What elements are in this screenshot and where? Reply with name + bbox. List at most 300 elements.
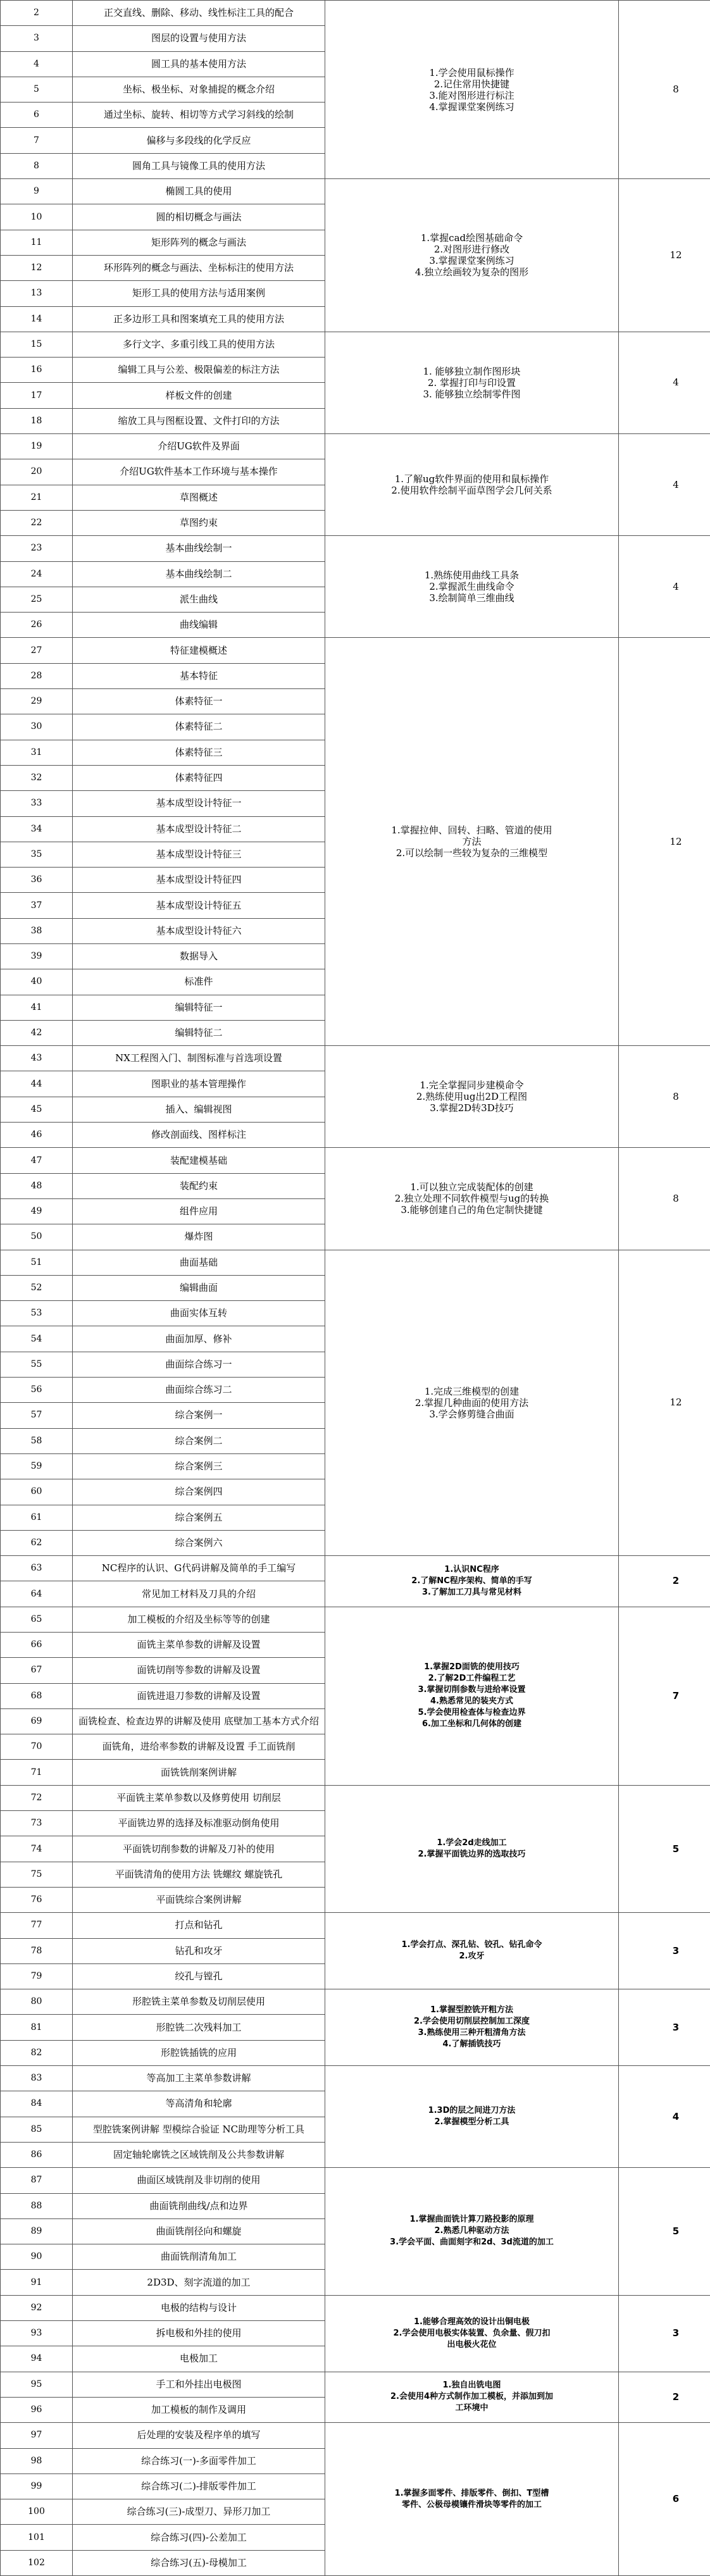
goal-line: 2.熟练使用ug出2D工程图 xyxy=(328,1091,616,1102)
learning-goals xyxy=(325,1,619,179)
lesson-number: 62 xyxy=(1,1530,73,1555)
lesson-topic: 曲面综合练习一 xyxy=(73,1352,325,1377)
table-row xyxy=(1,2295,710,2320)
lesson-number: 66 xyxy=(1,1633,73,1658)
lesson-topic: 曲面基础 xyxy=(73,1250,325,1275)
goal-line: 1.学会打点、深孔钻、铰孔、钻孔命令 xyxy=(328,1939,616,1951)
learning-goals xyxy=(325,179,619,332)
lesson-topic: 基本成型设计特征三 xyxy=(73,842,325,867)
lesson-number: 27 xyxy=(1,638,73,663)
lesson-topic: 面铣铣削案例讲解 xyxy=(73,1760,325,1785)
lesson-topic: 介绍UG软件基本工作环境与基本操作 xyxy=(73,459,325,485)
lesson-topic: 草图约束 xyxy=(73,510,325,535)
lesson-number: 59 xyxy=(1,1453,73,1479)
goal-line: 3.掌握2D转3D技巧 xyxy=(328,1102,616,1114)
goal-line: 2.使用软件绘制平面草图学会几何关系 xyxy=(328,485,616,496)
goal-line: 1.掌握2D面铣的使用技巧 xyxy=(328,1662,616,1673)
lesson-number: 76 xyxy=(1,1887,73,1912)
goal-line: 3.熟练使用三种开粗清角方法 xyxy=(328,2027,616,2039)
lesson-topic: 样板文件的创建 xyxy=(73,383,325,408)
learning-goals xyxy=(325,1250,619,1556)
lesson-number: 46 xyxy=(1,1123,73,1148)
lesson-topic: 体素特征三 xyxy=(73,740,325,765)
lesson-topic: 综合练习(一)-多面零件加工 xyxy=(73,2448,325,2473)
lesson-topic: 派生曲线 xyxy=(73,587,325,612)
table-row xyxy=(1,332,710,357)
lesson-topic: 形腔铣二次残料加工 xyxy=(73,2015,325,2040)
lesson-number: 78 xyxy=(1,1938,73,1963)
lesson-number: 85 xyxy=(1,2117,73,2142)
lesson-topic: 组件应用 xyxy=(73,1198,325,1224)
lesson-topic: 等高清角和轮廓 xyxy=(73,2091,325,2117)
goal-line: 1.熟练使用曲线工具条 xyxy=(328,569,616,581)
lesson-number: 90 xyxy=(1,2244,73,2270)
lesson-number: 29 xyxy=(1,689,73,714)
class-hours: 4 xyxy=(619,536,710,638)
learning-goals xyxy=(325,1556,619,1607)
goal-line: 3. 能够独立绘制零件图 xyxy=(328,389,616,400)
lesson-topic: 综合练习(三)-成型刀、异形刀加工 xyxy=(73,2499,325,2525)
lesson-topic: 固定轴轮廓铣之区域铣削及公共参数讲解 xyxy=(73,2142,325,2167)
learning-goals xyxy=(325,638,619,1046)
goal-line: 6.加工坐标和几何体的创建 xyxy=(328,1719,616,1730)
goal-line: 2.独立处理不同软件模型与ug的转换 xyxy=(328,1193,616,1204)
lesson-topic: 通过坐标、旋转、相切等方式学习斜线的绘制 xyxy=(73,103,325,128)
lesson-number: 37 xyxy=(1,893,73,918)
lesson-topic: 坐标、极坐标、对象捕捉的概念介绍 xyxy=(73,77,325,102)
lesson-number: 80 xyxy=(1,1989,73,2015)
lesson-topic: 基本曲线绘制二 xyxy=(73,561,325,587)
goal-line: 出电极火花位 xyxy=(328,2339,616,2351)
lesson-number: 69 xyxy=(1,1708,73,1734)
lesson-topic: 面铣切削等参数的讲解及设置 xyxy=(73,1658,325,1683)
lesson-topic: 钻孔和攻牙 xyxy=(73,1938,325,1963)
lesson-number: 38 xyxy=(1,918,73,943)
table-row xyxy=(1,536,710,561)
lesson-number: 11 xyxy=(1,230,73,255)
learning-goals xyxy=(325,536,619,638)
lesson-number: 35 xyxy=(1,842,73,867)
goal-line: 3.学会修剪缝合曲面 xyxy=(328,1409,616,1420)
class-hours: 12 xyxy=(619,1250,710,1556)
lesson-number: 102 xyxy=(1,2550,73,2575)
lesson-number: 64 xyxy=(1,1581,73,1607)
lesson-topic: 曲面铣削曲线/点和边界 xyxy=(73,2193,325,2218)
lesson-topic: 曲线编辑 xyxy=(73,613,325,638)
lesson-number: 2 xyxy=(1,1,73,26)
class-hours: 6 xyxy=(619,2423,710,2576)
lesson-number: 32 xyxy=(1,765,73,790)
goal-line: 1.独自出铣电图 xyxy=(328,2380,616,2391)
table-body xyxy=(1,1,710,2576)
goal-line: 1.掌握型腔铣开粗方法 xyxy=(328,2005,616,2016)
lesson-number: 23 xyxy=(1,536,73,561)
lesson-topic: 形腔铣主菜单参数及切削层使用 xyxy=(73,1989,325,2015)
learning-goals xyxy=(325,1607,619,1785)
goal-line: 1.3D的层之间进刀方法 xyxy=(328,2105,616,2117)
table-row xyxy=(1,1046,710,1071)
lesson-number: 68 xyxy=(1,1683,73,1708)
lesson-number: 87 xyxy=(1,2168,73,2193)
goal-line: 3.能对图形进行标注 xyxy=(328,90,616,101)
lesson-number: 74 xyxy=(1,1836,73,1862)
goal-line: 3.掌握切削参数与进给率设置 xyxy=(328,1684,616,1696)
lesson-number: 56 xyxy=(1,1378,73,1403)
lesson-topic: 圆工具的基本使用方法 xyxy=(73,51,325,77)
lesson-number: 28 xyxy=(1,663,73,688)
lesson-number: 39 xyxy=(1,943,73,969)
goal-line: 2.可以绘制一些较为复杂的三维模型 xyxy=(328,847,616,859)
lesson-number: 67 xyxy=(1,1658,73,1683)
lesson-number: 14 xyxy=(1,306,73,332)
lesson-number: 96 xyxy=(1,2397,73,2422)
table-row xyxy=(1,2168,710,2193)
lesson-topic: 平面铣边界的选择及标准驱动倒角使用 xyxy=(73,1811,325,1836)
lesson-number: 12 xyxy=(1,255,73,280)
lesson-number: 9 xyxy=(1,179,73,204)
lesson-topic: 编辑曲面 xyxy=(73,1275,325,1300)
goal-line: 1. 能够独立制作图形块 xyxy=(328,366,616,377)
table-row xyxy=(1,2066,710,2091)
lesson-topic: 面铣角，进给率参数的讲解及设置 手工面铣削 xyxy=(73,1734,325,1760)
lesson-number: 99 xyxy=(1,2473,73,2499)
class-hours: 12 xyxy=(619,179,710,332)
class-hours: 4 xyxy=(619,332,710,433)
class-hours: 7 xyxy=(619,1607,710,1785)
lesson-number: 57 xyxy=(1,1403,73,1428)
lesson-topic: 打点和钻孔 xyxy=(73,1913,325,1938)
goal-line: 1.能够合理高效的设计出铜电极 xyxy=(328,2317,616,2328)
goal-line: 2.掌握几种曲面的使用方法 xyxy=(328,1397,616,1409)
lesson-topic: 曲面铣削径向和螺旋 xyxy=(73,2218,325,2244)
lesson-topic: 矩形工具的使用方法与适用案例 xyxy=(73,281,325,306)
lesson-number: 95 xyxy=(1,2372,73,2397)
goal-line: 2.掌握模型分析工具 xyxy=(328,2117,616,2128)
goal-line: 3.掌握课堂案例练习 xyxy=(328,255,616,266)
lesson-number: 15 xyxy=(1,332,73,357)
goal-line: 1.完全掌握同步建模命令 xyxy=(328,1080,616,1091)
lesson-number: 63 xyxy=(1,1556,73,1581)
goal-line: 零件、公极母模镶件滑块等零件的加工 xyxy=(328,2499,616,2511)
lesson-topic: 草图概述 xyxy=(73,485,325,510)
lesson-topic: 综合案例三 xyxy=(73,1453,325,1479)
class-hours: 5 xyxy=(619,1785,710,1912)
lesson-topic: 多行文字、多重引线工具的使用方法 xyxy=(73,332,325,357)
learning-goals xyxy=(325,1046,619,1148)
lesson-number: 86 xyxy=(1,2142,73,2167)
lesson-number: 31 xyxy=(1,740,73,765)
lesson-topic: 综合案例二 xyxy=(73,1428,325,1453)
goal-line: 5.学会使用检查体与检查边界 xyxy=(328,1707,616,1719)
table-row xyxy=(1,179,710,204)
class-hours: 3 xyxy=(619,2295,710,2372)
lesson-topic: NC程序的认识、G代码讲解及简单的手工编写 xyxy=(73,1556,325,1581)
lesson-topic: 综合案例一 xyxy=(73,1403,325,1428)
lesson-number: 45 xyxy=(1,1097,73,1122)
lesson-topic: 正多边形工具和图案填充工具的使用方法 xyxy=(73,306,325,332)
lesson-number: 16 xyxy=(1,358,73,383)
lesson-number: 65 xyxy=(1,1607,73,1632)
lesson-topic: 装配约束 xyxy=(73,1173,325,1198)
goal-line: 2.记住常用快捷键 xyxy=(328,78,616,90)
lesson-number: 55 xyxy=(1,1352,73,1377)
lesson-topic: 修改剖面线、图样标注 xyxy=(73,1123,325,1148)
lesson-number: 94 xyxy=(1,2346,73,2372)
goal-line: 1.掌握曲面铣计算刀路投影的原理 xyxy=(328,2214,616,2225)
lesson-topic: 拆电极和外挂的使用 xyxy=(73,2321,325,2346)
table-row xyxy=(1,1,710,26)
lesson-number: 71 xyxy=(1,1760,73,1785)
learning-goals xyxy=(325,2372,619,2423)
lesson-number: 22 xyxy=(1,510,73,535)
lesson-number: 17 xyxy=(1,383,73,408)
goal-line: 4.掌握课堂案例练习 xyxy=(328,101,616,113)
lesson-number: 83 xyxy=(1,2066,73,2091)
lesson-topic: 椭圆工具的使用 xyxy=(73,179,325,204)
lesson-number: 21 xyxy=(1,485,73,510)
lesson-number: 101 xyxy=(1,2525,73,2550)
lesson-topic: 平面铣综合案例讲解 xyxy=(73,1887,325,1912)
goal-line: 3.能够创建自己的角色定制快捷键 xyxy=(328,1204,616,1216)
learning-goals xyxy=(325,332,619,433)
class-hours: 3 xyxy=(619,1913,710,1989)
lesson-topic: 等高加工主菜单参数讲解 xyxy=(73,2066,325,2091)
learning-goals xyxy=(325,2066,619,2168)
goal-line: 2.对图形进行修改 xyxy=(328,244,616,255)
lesson-number: 36 xyxy=(1,868,73,893)
lesson-number: 73 xyxy=(1,1811,73,1836)
lesson-number: 91 xyxy=(1,2270,73,2295)
lesson-topic: 绞孔与镗孔 xyxy=(73,1963,325,1989)
lesson-topic: 编辑特征一 xyxy=(73,995,325,1020)
lesson-number: 43 xyxy=(1,1046,73,1071)
lesson-topic: 曲面综合练习二 xyxy=(73,1378,325,1403)
lesson-topic: 缩放工具与图框设置、文件打印的方法 xyxy=(73,408,325,433)
lesson-number: 72 xyxy=(1,1785,73,1810)
table-row xyxy=(1,2372,710,2397)
lesson-number: 51 xyxy=(1,1250,73,1275)
lesson-number: 42 xyxy=(1,1020,73,1045)
goal-line: 1.学会使用鼠标操作 xyxy=(328,67,616,78)
learning-goals xyxy=(325,1913,619,1989)
lesson-topic: 综合练习(四)-公差加工 xyxy=(73,2525,325,2550)
lesson-topic: 圆角工具与镜像工具的使用方法 xyxy=(73,153,325,178)
class-hours: 8 xyxy=(619,1,710,179)
lesson-topic: 型腔铣案例讲解 型模综合验证 NC助理等分析工具 xyxy=(73,2117,325,2142)
class-hours: 5 xyxy=(619,2168,710,2295)
goal-line: 2.学会使用切削层控制加工深度 xyxy=(328,2016,616,2027)
goal-line: 2.掌握派生曲线命令 xyxy=(328,581,616,592)
lesson-topic: 综合案例六 xyxy=(73,1530,325,1555)
lesson-topic: 插入、编辑视图 xyxy=(73,1097,325,1122)
lesson-topic: 介绍UG软件及界面 xyxy=(73,434,325,459)
lesson-number: 41 xyxy=(1,995,73,1020)
goal-line: 2.会使用4种方式制作加工模板，并添加到加 xyxy=(328,2391,616,2403)
lesson-number: 18 xyxy=(1,408,73,433)
goal-line: 2. 掌握打印与印设置 xyxy=(328,377,616,389)
class-hours: 3 xyxy=(619,1989,710,2066)
learning-goals xyxy=(325,2168,619,2295)
lesson-number: 24 xyxy=(1,561,73,587)
lesson-topic: 体素特征四 xyxy=(73,765,325,790)
goal-line: 2.学会使用电极实体装置、负余量、假刀扣 xyxy=(328,2328,616,2339)
lesson-topic: 偏移与多段线的化学反应 xyxy=(73,128,325,153)
lesson-topic: 综合练习(二)-排版零件加工 xyxy=(73,2473,325,2499)
lesson-number: 77 xyxy=(1,1913,73,1938)
lesson-number: 60 xyxy=(1,1479,73,1505)
lesson-number: 4 xyxy=(1,51,73,77)
class-hours: 4 xyxy=(619,434,710,536)
lesson-topic: 曲面实体互转 xyxy=(73,1301,325,1326)
lesson-topic: 面铣主菜单参数的讲解及设置 xyxy=(73,1633,325,1658)
table-row xyxy=(1,1556,710,1581)
lesson-topic: 爆炸图 xyxy=(73,1224,325,1250)
lesson-number: 40 xyxy=(1,969,73,995)
lesson-topic: 曲面铣削清角加工 xyxy=(73,2244,325,2270)
lesson-number: 48 xyxy=(1,1173,73,1198)
class-hours: 4 xyxy=(619,2066,710,2168)
lesson-number: 79 xyxy=(1,1963,73,1989)
lesson-number: 30 xyxy=(1,714,73,740)
lesson-topic: 形腔铣插铣的应用 xyxy=(73,2040,325,2065)
lesson-number: 10 xyxy=(1,204,73,230)
learning-goals xyxy=(325,1148,619,1250)
lesson-number: 98 xyxy=(1,2448,73,2473)
lesson-topic: 综合练习(五)-母模加工 xyxy=(73,2550,325,2575)
lesson-topic: 矩形阵列的概念与画法 xyxy=(73,230,325,255)
table-row xyxy=(1,1913,710,1938)
lesson-topic: 基本成型设计特征六 xyxy=(73,918,325,943)
lesson-topic: 标准件 xyxy=(73,969,325,995)
lesson-topic: 特征建模概述 xyxy=(73,638,325,663)
learning-goals xyxy=(325,1989,619,2066)
lesson-topic: 基本成型设计特征二 xyxy=(73,816,325,842)
lesson-number: 82 xyxy=(1,2040,73,2065)
lesson-topic: 基本曲线绘制一 xyxy=(73,536,325,561)
lesson-topic: 基本成型设计特征一 xyxy=(73,791,325,816)
lesson-topic: 手工和外挂出电极图 xyxy=(73,2372,325,2397)
lesson-topic: 体素特征一 xyxy=(73,689,325,714)
lesson-topic: 基本成型设计特征五 xyxy=(73,893,325,918)
goal-line: 3.绘制简单三维曲线 xyxy=(328,592,616,604)
lesson-topic: 面铣检查、检查边界的讲解及使用 底壁加工基本方式介绍 xyxy=(73,1708,325,1734)
goal-line: 1.了解ug软件界面的使用和鼠标操作 xyxy=(328,473,616,485)
lesson-number: 5 xyxy=(1,77,73,102)
goal-line: 2.了解NC程序架构、简单的手写 xyxy=(328,1576,616,1587)
lesson-number: 50 xyxy=(1,1224,73,1250)
goal-line: 4.了解插铣技巧 xyxy=(328,2039,616,2050)
goal-line: 1.掌握多面零件、排版零件、倒扣、T型槽 xyxy=(328,2488,616,2499)
lesson-topic: 环形阵列的概念与画法、坐标标注的使用方法 xyxy=(73,255,325,280)
lesson-number: 75 xyxy=(1,1862,73,1887)
goal-line: 4.熟悉常见的装夹方式 xyxy=(328,1696,616,1707)
lesson-topic: 电极加工 xyxy=(73,2346,325,2372)
goal-line: 1.认识NC程序 xyxy=(328,1564,616,1576)
goal-line: 3.学会平面、曲面刻字和2d、3d流道的加工 xyxy=(328,2237,616,2248)
goal-line: 1.掌握拉伸、回转、扫略、管道的使用 xyxy=(328,824,616,836)
class-hours: 8 xyxy=(619,1148,710,1250)
lesson-topic: 加工模板的制作及调用 xyxy=(73,2397,325,2422)
lesson-topic: 图职业的基本管理操作 xyxy=(73,1071,325,1097)
lesson-number: 58 xyxy=(1,1428,73,1453)
lesson-number: 7 xyxy=(1,128,73,153)
lesson-topic: 体素特征二 xyxy=(73,714,325,740)
lesson-number: 26 xyxy=(1,613,73,638)
lesson-number: 97 xyxy=(1,2423,73,2448)
goal-line: 方法 xyxy=(328,836,616,847)
goal-line: 2.掌握平面铣边界的选取技巧 xyxy=(328,1849,616,1860)
lesson-topic: NX工程图入门、制图标准与首选项设置 xyxy=(73,1046,325,1071)
lesson-number: 25 xyxy=(1,587,73,612)
lesson-number: 54 xyxy=(1,1326,73,1352)
goal-line: 2.了解2D工件编程工艺 xyxy=(328,1673,616,1684)
lesson-topic: 综合案例四 xyxy=(73,1479,325,1505)
lesson-number: 70 xyxy=(1,1734,73,1760)
goal-line: 4.独立绘画较为复杂的图形 xyxy=(328,266,616,278)
lesson-number: 52 xyxy=(1,1275,73,1300)
learning-goals xyxy=(325,1785,619,1912)
lesson-topic: 曲面加厚、修补 xyxy=(73,1326,325,1352)
lesson-topic: 基本成型设计特征四 xyxy=(73,868,325,893)
lesson-number: 34 xyxy=(1,816,73,842)
lesson-number: 100 xyxy=(1,2499,73,2525)
lesson-topic: 平面铣清角的使用方法 铣螺纹 螺旋铣孔 xyxy=(73,1862,325,1887)
lesson-number: 84 xyxy=(1,2091,73,2117)
table-row xyxy=(1,1989,710,2015)
lesson-topic: 加工模板的介绍及坐标等等的创建 xyxy=(73,1607,325,1632)
goal-line: 1.可以独立完成装配体的创建 xyxy=(328,1181,616,1193)
lesson-number: 20 xyxy=(1,459,73,485)
lesson-number: 3 xyxy=(1,26,73,51)
lesson-number: 89 xyxy=(1,2218,73,2244)
table-row xyxy=(1,1250,710,1275)
lesson-number: 44 xyxy=(1,1071,73,1097)
goal-line: 工环境中 xyxy=(328,2403,616,2414)
learning-goals xyxy=(325,2423,619,2576)
goal-line: 1.学会2d走线加工 xyxy=(328,1838,616,1849)
lesson-number: 19 xyxy=(1,434,73,459)
lesson-topic: 面铣进退刀参数的讲解及设置 xyxy=(73,1683,325,1708)
table-row xyxy=(1,1785,710,1810)
lesson-topic: 后处理的安装及程序单的填写 xyxy=(73,2423,325,2448)
table-row xyxy=(1,434,710,459)
lesson-topic: 圆的相切概念与画法 xyxy=(73,204,325,230)
lesson-topic: 综合案例五 xyxy=(73,1505,325,1530)
lesson-topic: 装配建模基础 xyxy=(73,1148,325,1173)
lesson-number: 6 xyxy=(1,103,73,128)
table-row xyxy=(1,638,710,663)
lesson-topic: 正交直线、删除、移动、线性标注工具的配合 xyxy=(73,1,325,26)
goal-line: 1.掌握cad绘图基础命令 xyxy=(328,232,616,244)
lesson-number: 33 xyxy=(1,791,73,816)
lesson-topic: 平面铣主菜单参数以及修剪使用 切削层 xyxy=(73,1785,325,1810)
lesson-topic: 电极的结构与设计 xyxy=(73,2295,325,2320)
lesson-number: 49 xyxy=(1,1198,73,1224)
table-row xyxy=(1,2423,710,2448)
learning-goals xyxy=(325,434,619,536)
goal-line: 2.攻牙 xyxy=(328,1951,616,1962)
goal-line: 1.完成三维模型的创建 xyxy=(328,1386,616,1397)
lesson-number: 92 xyxy=(1,2295,73,2320)
lesson-topic: 常见加工材料及刀具的介绍 xyxy=(73,1581,325,1607)
lesson-number: 61 xyxy=(1,1505,73,1530)
goal-line: 2.熟悉几种驱动方法 xyxy=(328,2225,616,2237)
lesson-topic: 编辑特征二 xyxy=(73,1020,325,1045)
class-hours: 8 xyxy=(619,1046,710,1148)
table-row xyxy=(1,1148,710,1173)
goal-line: 3.了解加工刀具与常见材料 xyxy=(328,1587,616,1598)
learning-goals xyxy=(325,2295,619,2372)
